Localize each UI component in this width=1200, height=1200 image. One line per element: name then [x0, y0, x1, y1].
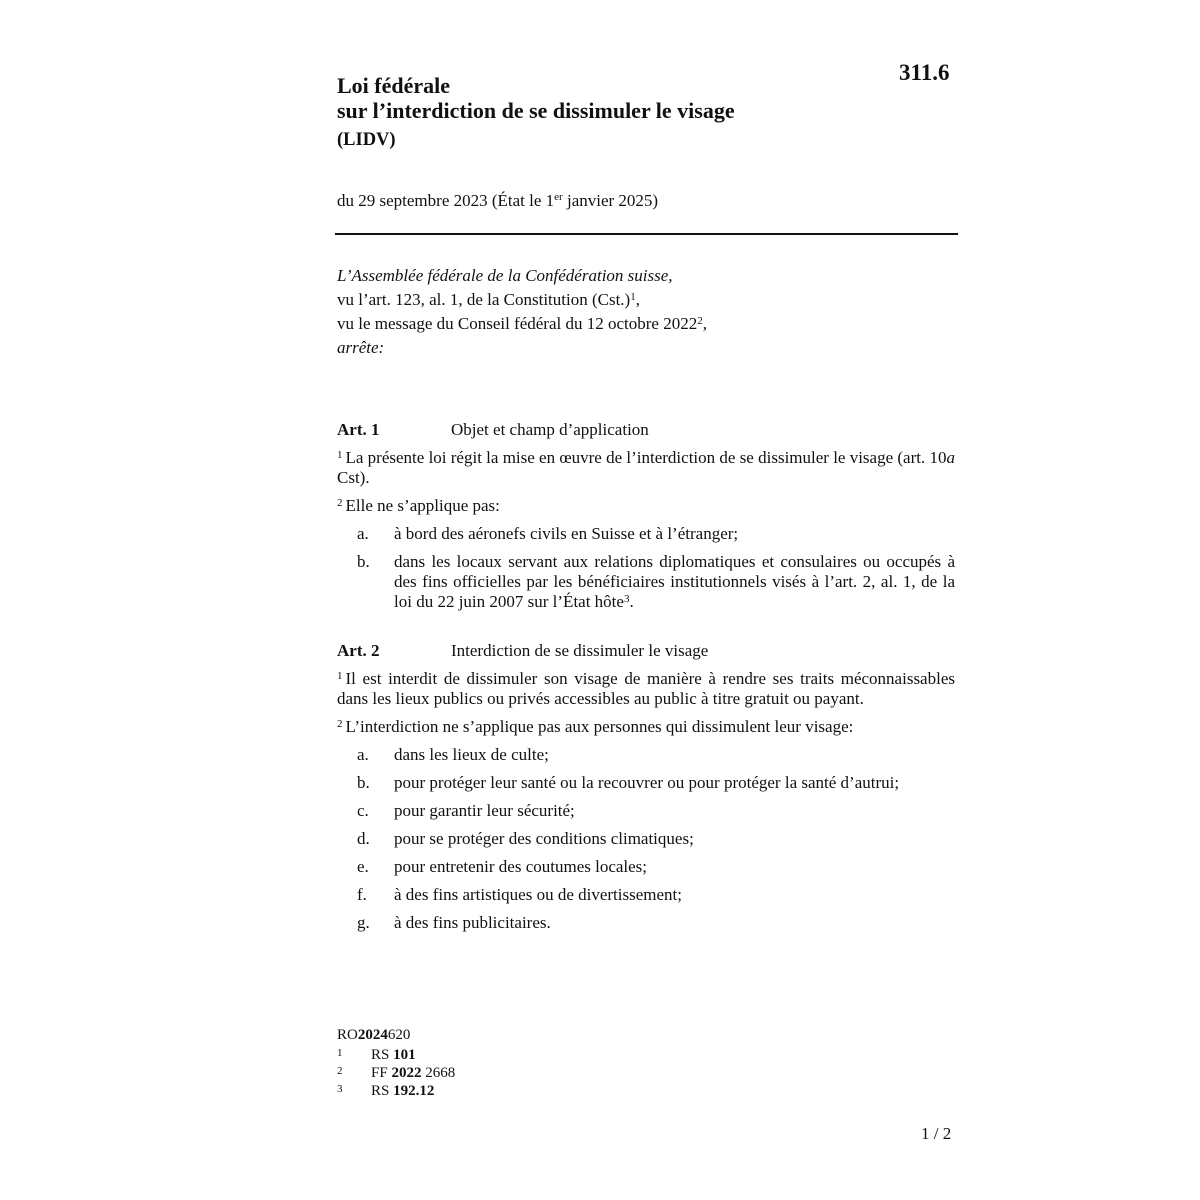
article-1-number: Art. 1	[337, 420, 380, 439]
article-1-exception-list	[337, 524, 955, 612]
footnotes	[337, 1027, 455, 1101]
footnote-prefix: FF	[371, 1065, 392, 1081]
footnote-text	[371, 1065, 455, 1082]
basis-2-text: vu le message du Conseil fédéral du 12 octobre 2022	[337, 314, 698, 333]
paragraph-text: Il est interdit de dissimuler son visage de manière à rendre ses traits méconnaissables dans les lieux publics ou privés accessibles au public à titre gratuit ou payant.	[337, 669, 955, 708]
list-item-text: à des fins publicitaires.	[394, 913, 551, 932]
title-line-1: Loi fédérale	[337, 73, 451, 98]
paragraph-number: 1	[337, 449, 343, 461]
header-divider	[335, 233, 958, 235]
footnote-text	[371, 1083, 434, 1100]
article-2-exception-list	[337, 745, 955, 933]
paragraph-number: 1	[337, 670, 343, 682]
preamble-authority: L’Assemblée fédérale de la Confédération suisse,	[337, 266, 673, 285]
list-item-text: pour entretenir des coutumes locales;	[394, 857, 648, 876]
footnote-number: 3	[337, 1083, 343, 1095]
footnote-ref-2[interactable]: 2	[697, 315, 703, 327]
ro-page: 620	[387, 1027, 411, 1043]
official-collection-reference	[337, 1027, 455, 1044]
list-item	[337, 524, 955, 544]
list-item	[337, 745, 955, 765]
ro-prefix: RO	[337, 1027, 358, 1043]
footnote-ref-3[interactable]: 3	[623, 593, 630, 605]
list-item-text: à des fins artistiques ou de divertissement;	[394, 885, 682, 904]
footnote-number: 1	[337, 1047, 343, 1059]
list-item	[337, 913, 955, 933]
list-item-text: dans les lieux de culte;	[394, 745, 549, 764]
article-1-paragraph-1	[337, 448, 955, 488]
date-status-line	[337, 191, 658, 211]
list-item-text: à bord des aéronefs civils en Suisse et à l’étranger;	[394, 524, 739, 543]
list-item-text: pour protéger leur santé ou la recouvrer ou pour protéger la santé d’autrui;	[394, 773, 900, 792]
date-superscript: er	[554, 191, 563, 203]
article-2-paragraph-2	[337, 717, 955, 737]
sr-number: 311.6	[899, 60, 950, 85]
list-item-end: .	[629, 592, 634, 611]
basis-1-text: vu l’art. 123, al. 1, de la Constitution (Cst.)	[337, 290, 631, 309]
date-suffix: janvier 2025)	[562, 191, 659, 210]
article-1-paragraph-2	[337, 496, 955, 516]
list-item-body: dans les locaux servant aux relations diplomatiques et consulaires ou occupés à des fins officielles par les bénéficiaires institutionnels visés à l’art. 2, al. 1, de la loi du 22 juin 2007 sur l’État hôte	[394, 552, 955, 611]
list-item-letter: b.	[357, 773, 370, 792]
preamble-decree: arrête:	[337, 338, 385, 357]
list-item	[337, 801, 955, 821]
footnote-suffix: 2668	[421, 1065, 456, 1081]
list-item-text: pour garantir leur sécurité;	[394, 801, 575, 820]
footnote-bold: 2022	[391, 1065, 422, 1081]
footnote-text	[371, 1047, 416, 1064]
article-2-number: Art. 2	[337, 641, 380, 660]
preamble-basis-1	[337, 288, 707, 312]
footnote-number: 2	[337, 1065, 343, 1077]
list-item	[337, 829, 955, 849]
footnote-ref-1[interactable]: 1	[630, 291, 636, 303]
paragraph-text: L’interdiction ne s’applique pas aux personnes qui dissimulent leur visage:	[345, 717, 854, 736]
law-abbreviation: (LIDV)	[337, 130, 396, 150]
law-title	[337, 73, 735, 151]
list-item-letter: f.	[357, 885, 367, 904]
footnote-bold: 101	[393, 1047, 416, 1063]
date-prefix: du 29 septembre 2023 (État le 1	[337, 191, 555, 210]
article-1	[337, 420, 955, 620]
article-1-heading	[337, 420, 955, 444]
paragraph-number: 2	[337, 718, 343, 730]
article-2-title: Interdiction de se dissimuler le visage	[451, 641, 709, 660]
preamble-basis-2	[337, 312, 707, 336]
basis-1-end: ,	[635, 290, 640, 309]
article-2	[337, 641, 955, 941]
title-line-2: sur l’interdiction de se dissimuler le visage	[337, 98, 735, 123]
footnote-prefix: RS	[371, 1083, 394, 1099]
list-item-text	[394, 552, 955, 612]
list-item-letter: g.	[357, 913, 370, 932]
list-item-text: pour se protéger des conditions climatiques;	[394, 829, 694, 848]
list-item	[337, 857, 955, 877]
preamble	[337, 264, 707, 360]
footnote-prefix: RS	[371, 1047, 394, 1063]
article-2-paragraph-1	[337, 669, 955, 709]
list-item	[337, 885, 955, 905]
basis-2-end: ,	[702, 314, 707, 333]
footnote-3	[337, 1083, 455, 1101]
article-2-heading	[337, 641, 955, 665]
paragraph-text: Elle ne s’applique pas:	[345, 496, 500, 515]
paragraph-number: 2	[337, 497, 343, 509]
list-item-letter: c.	[357, 801, 369, 820]
footnote-bold: 192.12	[393, 1083, 435, 1099]
list-item	[337, 773, 955, 793]
paragraph-text: La présente loi régit la mise en œuvre de l’interdiction de se dissimuler le visage (art. 10	[345, 448, 947, 467]
list-item-letter: d.	[357, 829, 370, 848]
list-item-letter: b.	[357, 552, 370, 571]
list-item-letter: e.	[357, 857, 369, 876]
list-item-letter: a.	[357, 524, 369, 543]
list-item-letter: a.	[357, 745, 369, 764]
article-1-title: Objet et champ d’application	[451, 420, 649, 439]
paragraph-text-end: Cst).	[337, 468, 370, 487]
page-number: 1 / 2	[921, 1124, 952, 1143]
list-item	[337, 552, 955, 612]
ro-year: 2024	[357, 1027, 388, 1043]
paragraph-italic: a	[946, 448, 955, 467]
